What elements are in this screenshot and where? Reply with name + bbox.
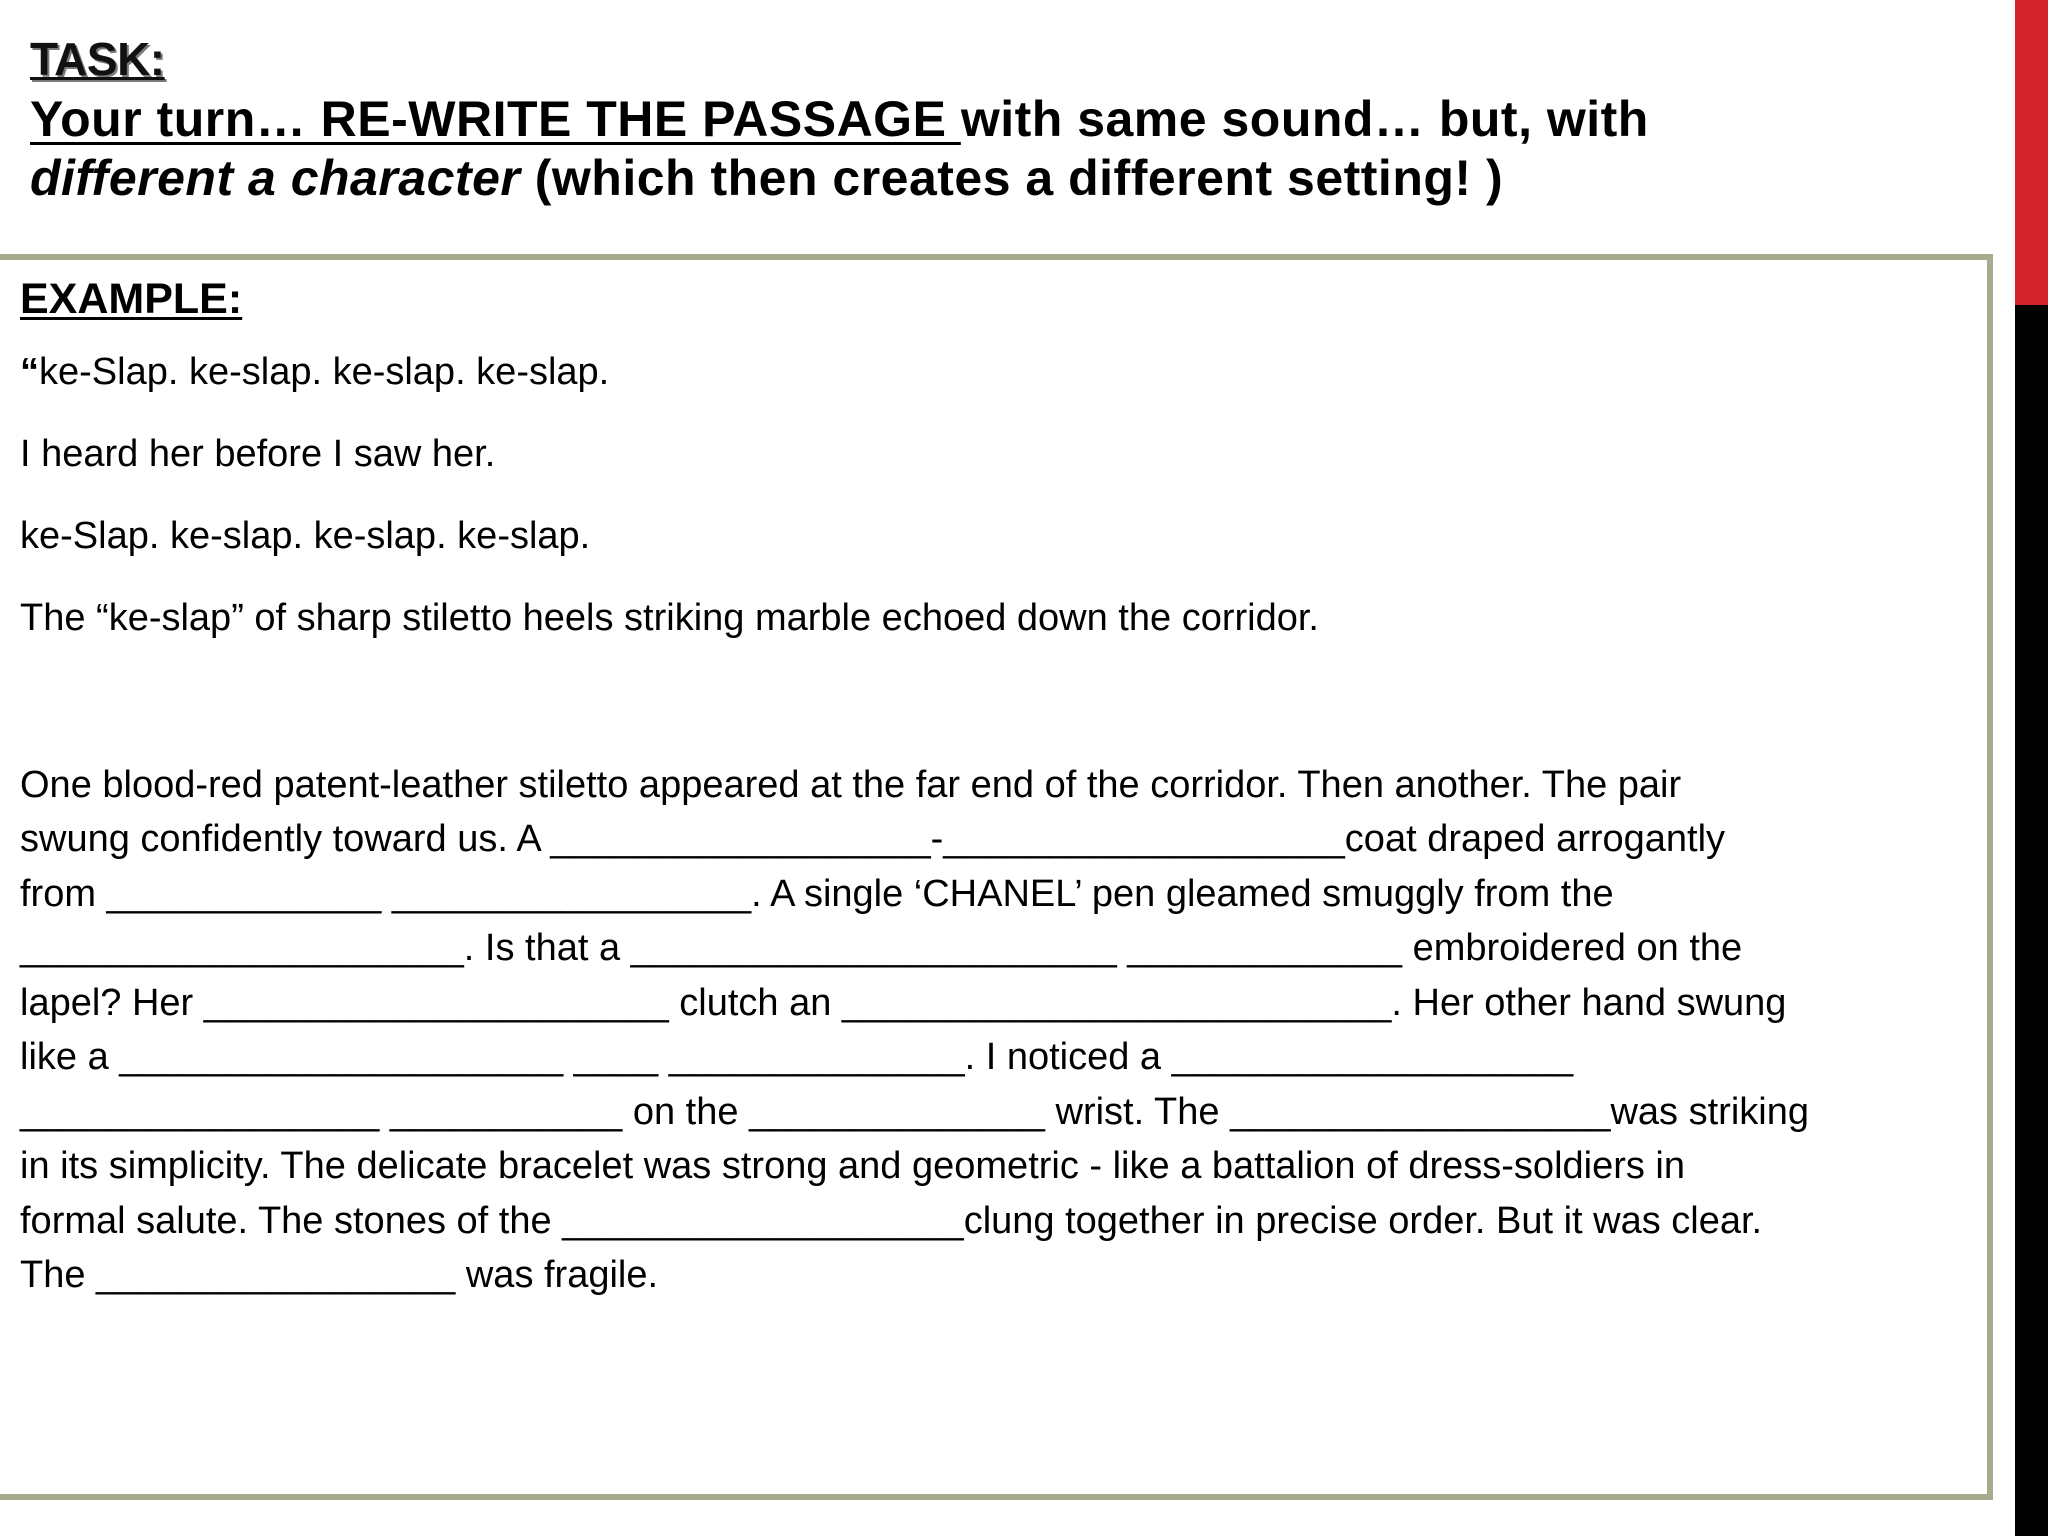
passage-line: _________________ ___________ on the ______________ wrist. The __________________was striking [20,1090,1809,1133]
intro-line [20,430,1967,478]
example-content [20,274,1967,1303]
task-rewrite-phrase: Your turn… RE-WRITE THE PASSAGE [30,91,961,147]
task-line-2 [30,149,1980,208]
intro-line-text: ke-Slap. ke-slap. ke-slap. ke-slap. [39,350,610,393]
passage-line: swung confidently toward us. A __________________-___________________coat draped arrogantly [20,818,1726,861]
side-accent-black-bar [2015,305,2048,1536]
task-header [30,33,1980,208]
passage-line: formal salute. The stones of the ___________________clung together in precise order. But it was clear. [20,1199,1763,1242]
passage-line: lapel? Her ______________________ clutch an __________________________. Her other hand swung [20,981,1787,1024]
intro-line [20,348,1967,396]
opening-quote-mark: “ [20,350,39,393]
example-title: EXAMPLE: [20,275,243,323]
intro-line [20,512,1967,560]
task-line-1 [30,90,1980,149]
passage-line: in its simplicity. The delicate bracelet was strong and geometric - like a battalion of dress-soldiers in [20,1145,1686,1188]
passage-line: like a _____________________ ____ ______________. I noticed a ___________________ [20,1036,1574,1079]
passage-line: _____________________. Is that a _______________________ _____________ embroidered on the [20,927,1743,970]
passage-line: One blood-red patent-leather stiletto appeared at the far end of the corridor. Then another. The pair [20,763,1682,806]
paragraph-gap [20,676,1967,758]
intro-line-text: ke-Slap. ke-slap. ke-slap. ke-slap. [20,514,591,557]
fill-in-passage [20,758,1967,1303]
task-line-1-rest: with same sound… but, with [960,91,1649,147]
task-instructions [30,90,1980,208]
passage-line: The _________________ was fragile. [20,1254,659,1297]
example-box [0,254,1993,1500]
side-accent-red-bar [2015,0,2048,305]
intro-line-text: The “ke-slap” of sharp stiletto heels striking marble echoed down the corridor. [20,596,1319,639]
task-line-2-rest: (which then creates a different setting! ) [520,150,1504,206]
task-different-character-phrase: different a character [30,150,521,206]
passage-line: from _____________ _________________. A single ‘CHANEL’ pen gleamed smuggly from the [20,872,1614,915]
task-label: TASK: [30,33,165,85]
intro-line [20,594,1967,642]
intro-line-text: I heard her before I saw her. [20,432,496,475]
